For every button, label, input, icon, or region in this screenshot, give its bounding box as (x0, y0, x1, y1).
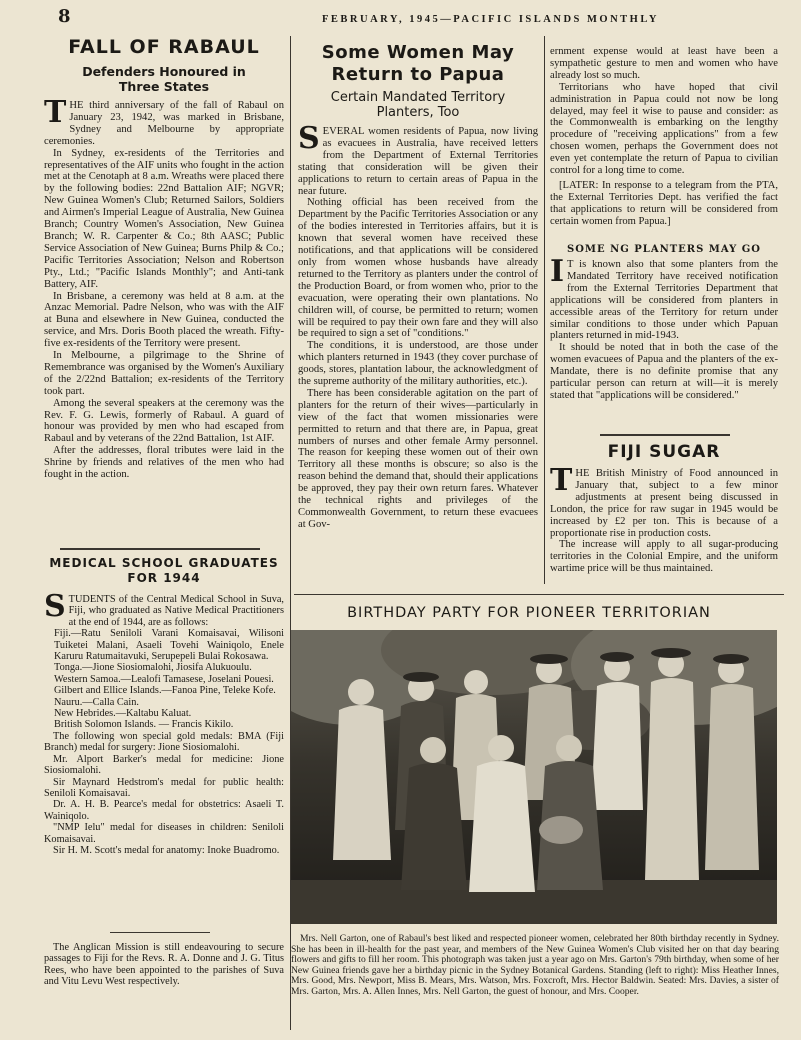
rabaul-para: HE third anniversary of the fall of Rabaul on January 23, 1942, was marked in Brisbane, Sydney and Melbourne by appropriate ceremonies. (44, 100, 284, 147)
medal-item: Dr. A. H. B. Pearce's medal for obstetrics: Asaeli T. Wainiqolo. (44, 799, 284, 822)
planters-para: It should be noted that in both the case of the women evacuees of Papua and the planters of the ex-Mandate, there is no definite promise that any particular person can return at will—it is merely stated that "applications will be considered." (550, 342, 778, 401)
women-title-line1: Some Women May (321, 42, 515, 63)
women-title-line2: Return to Papua (331, 64, 505, 85)
women-article (298, 42, 538, 531)
planters-title: SOME NG PLANTERS MAY GO (567, 244, 761, 255)
medical-title (44, 556, 284, 586)
fiji-dropcap: T (550, 463, 573, 498)
rabaul-para: After the addresses, floral tributes were laid in the Shrine by friends and relatives of the men who had fought in the action. (44, 445, 284, 481)
section-rule (600, 434, 730, 436)
women-subtitle-line2: Planters, Too (376, 105, 460, 120)
birthday-title: BIRTHDAY PARTY FOR PIONEER TERRITORIAN (347, 605, 711, 621)
rabaul-para: In Sydney, ex-residents of the Territories and representatives of the AIF units who fought in the action met at the Cenotaph at 8 a.m. Wreaths were placed there by the following bodies: 22nd Battalion AIF; NGVR; New Guinea Women's Club; Returned Sailors, Soldiers and Airmen's Imperial League of Australia, New Guinea Branch; Country Women's Association, New Guinea Branch; W. R. Carpenter & Co.; 8th AASC; Public Service Association of New Guinea; Burns Philp & Co.; Pacific Territories Association; Nelson and Robertson Pty., Ltd.; "Pacific Islands Monthly"; and Anti-tank Battery, AIF. (44, 147, 284, 290)
fiji-para: HE British Ministry of Food announced in January that, subject to a few minor adjustments at present being discussed in London, the price for raw sugar in 1945 would be increased by £2 per ton. This is because of a proportionate rise in production costs. (550, 468, 778, 539)
fiji-para: The increase will apply to all sugar-producing territories in the Colonial Empire, and the uniform wartime price will be thus maintained. (550, 539, 778, 575)
women-para: EVERAL women residents of Papua, now living as evacuees in Australia, have received letters from the Department of External Territories stating that consideration will be given their applications to return to certain areas of Papua in the near future. (298, 126, 538, 197)
women-cont-para: ernment expense would at least have been a sympathetic gesture to men and women who have already lost so much. (550, 46, 778, 81)
list-item: New Hebrides.—Kaltabu Kaluat. (54, 708, 192, 720)
photo-caption (291, 934, 779, 998)
fiji-article (550, 442, 778, 575)
anglican-text: The Anglican Mission is still endeavouring to secure passages to Fiji for the Revs. R. A. Donne and J. G. Titus Rees, who have been appointed to the parishes of Suva and Vitu Levu West respectively. (44, 942, 284, 988)
group-photo-image (291, 630, 777, 924)
section-rule (60, 548, 260, 550)
medical-intro: TUDENTS of the Central Medical School in Suva, Fiji, who graduated as Native Medical Practitioners at the end of 1944, are as follows: (68, 594, 284, 628)
medical-article (44, 556, 284, 856)
women-subtitle (298, 90, 538, 120)
list-item: Western Samoa.—Lealofi Tamasese, Joselani Pouesi. (54, 673, 274, 685)
medal-item: Mr. Alport Barker's medal for medicine: Jione Siosiomalohi. (44, 753, 284, 777)
list-item: Gilbert and Ellice Islands.—Fanoa Pine, Teleke Kofe. (54, 685, 276, 697)
section-rule (294, 594, 784, 595)
women-subtitle-line1: Certain Mandated Territory (330, 90, 506, 105)
list-item: Tonga.—Jione Siosiomalohi, Jiosifa Alukuoulu. (54, 662, 252, 674)
planters-body (550, 254, 778, 402)
column-rule-3 (544, 36, 545, 584)
women-continued (550, 46, 778, 228)
medal-item: Sir Maynard Hedstrom's medal for public health: Seniloli Komaisavai. (44, 776, 284, 799)
running-head: FEBRUARY, 1945—PACIFIC ISLANDS MONTHLY (322, 14, 659, 25)
women-dropcap: S (298, 121, 320, 156)
medical-dropcap: S (44, 589, 66, 624)
women-body (298, 121, 538, 531)
women-para: There has been considerable agitation on the part of planters for the return of their wives—particularly in view of the fact that women missionaries were permitted to return and that there are, in Papua, great numbers of nurses and other female Army personnel. The reason for keeping these women out of their own Territory all these months is obscure; so also is the reason behind the demand that, should their applications be approved, they pay their own return fares. Whatever the technical rights and privileges of the Commonwealth Government, to return these evacuees at Gov- (298, 387, 538, 530)
rabaul-para: In Melbourne, a pilgrimage to the Shrine of Remembrance was organised by the Women's Auxiliary of the 2/22nd Battalion; ex-residents of the Territory took part. (44, 350, 284, 397)
women-cont-para: Territorians who have hoped that civil administration in Papua could not now be long delayed, may feel it wise to pause and consider: as the Commonwealth is embarking on the lengthy procedure of "receiving applications" from a few chosen women, perhaps the Government does not even yet contemplate the return of Papua to civilian control for a long time to come. (550, 81, 778, 177)
fiji-title: FIJI SUGAR (607, 442, 721, 462)
list-item: British Solomon Islands. — Francis Kikilo. (54, 719, 234, 731)
graduates-list (44, 628, 284, 731)
medal-item: "NMP Ielu" medal for diseases in children: Seniloli Komaisavai. (44, 822, 284, 845)
planters-dropcap: I (550, 254, 565, 289)
rabaul-article (44, 36, 284, 481)
medal-item: The following won special gold medals: BMA (Fiji Branch) medal for surgery: Jione Siosiomalohi. (44, 730, 284, 754)
women-title (298, 42, 538, 86)
medical-title-line1: MEDICAL SCHOOL GRADUATES (49, 556, 279, 570)
rabaul-para: In Brisbane, a ceremony was held at 8 a.m. at the Anzac Memorial. Padre Nelson, who was with the AIF at Buna and elsewhere in New Guinea, conducted the service, and Mrs. Doris Booth placed the wreath. Fifty-five ex-residents of the Territory were present. (44, 290, 284, 350)
planters-article (550, 244, 778, 402)
rabaul-dropcap: T (44, 95, 67, 130)
planters-para: T is known also that some planters from the Mandated Territory have received notification from the External Territories Department that applications will be considered from planters in accessible areas of the Territory for return under similar conditions to those under which Papuan planters returned in mid-1943. (550, 259, 778, 342)
rabaul-subtitle: Defenders Honoured in Three States (82, 64, 246, 94)
medical-title-line2: FOR 1944 (127, 571, 201, 585)
medical-body (44, 589, 284, 856)
column-rule-1 (290, 36, 291, 626)
women-later-note: [LATER: In response to a telegram from the PTA, the External Territories Dept. has verified the fact that applications to return will be considered from certain women from Papua.] (550, 179, 778, 227)
section-rule (110, 932, 210, 933)
women-para: Nothing official has been received from the Department by the Pacific Territories Association or any of the bodies interested in Territories affairs, but it is known that several women have received these notifications, and that applications will be considered only from women whose husbands have already returned to the Territory as planters under the control of the Production Board, or from women who, prior to the evacuation, were operating their own plantations. No children will, of course, be permitted to return; women will be required to pay their own fare and they will also be required to sign a set of "conditions." (298, 197, 538, 340)
page-number: 8 (58, 6, 71, 27)
women-para: The conditions, it is understood, are those under which planters returned in 1943 (they cover purchase of goods, stores, plantation labour, the acknowledgment of the supreme authority of the military authorities, etc.). (298, 340, 538, 388)
rabaul-title: FALL OF RABAUL (68, 36, 260, 58)
group-photo (291, 630, 777, 924)
anglican-note (44, 942, 284, 988)
list-item: Nauru.—Calla Cain. (54, 696, 139, 708)
rabaul-para: Among the several speakers at the ceremony was the Rev. F. G. Lewis, formerly of Rabaul. A guard of honour was provided by men who had escaped from Rabaul and by veterans of the 22nd Battalion, 1st AIF. (44, 397, 284, 445)
medal-item: Sir H. M. Scott's medal for anatomy: Inoke Buadromo. (53, 844, 280, 856)
rabaul-body (44, 95, 284, 481)
fiji-body (550, 463, 778, 575)
list-item: Fiji.—Ratu Seniloli Varani Komaisavai, Wilisoni Tuiketei Malani, Asaeli Tovehi Wainiqolo, Enele Karuru Ratumaitavuki, Serupepeli Bulai Rokosawa. (54, 628, 284, 663)
caption-text: Mrs. Nell Garton, one of Rabaul's best liked and respected pioneer women, celebrated her 80th birthday recently in Sydney. She has been in ill-health for the past year, and members of the New Guinea Women's Club visited her on that day bearing flowers and gifts to fill her room. This photograph was taken just a year ago on Mrs. Garton's 79th birthday, when some of her New Guinea friends gave her a birthday picnic in the Sydney Botanical Gardens. Standing (left to right): Miss Heather Innes, Mrs. Good, Mrs. Newport, Miss B. Mears, Mrs. Watson, Mrs. Foxcroft, Mrs. Hector Baldwin. Seated: Mrs. Davies, a sister of Mrs. Garton, Mrs. A. Allen Innes, Mrs. Nell Garton, the guest of honour, and Mrs. Cooper. (291, 933, 779, 997)
